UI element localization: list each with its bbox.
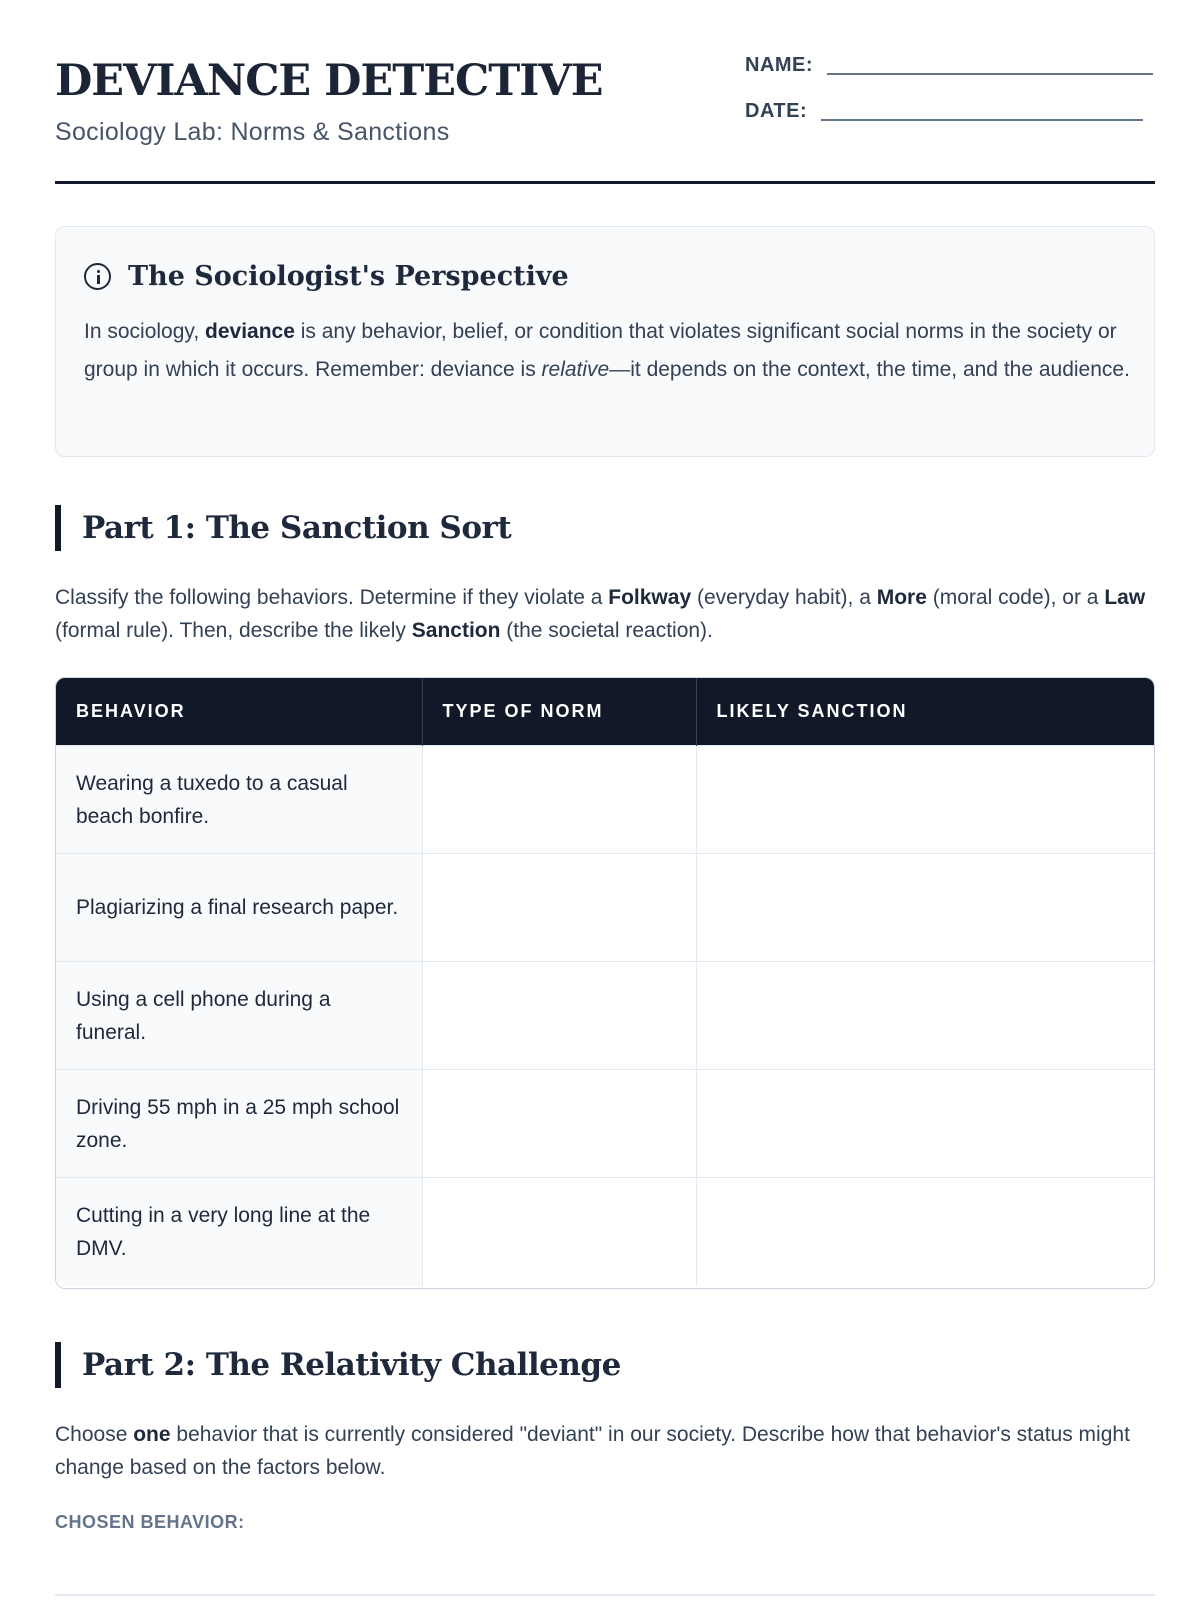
instruction-text: (moral code), or a — [926, 586, 1105, 609]
instruction-text: (everyday habit), a — [691, 586, 877, 609]
sanction-answer-cell[interactable] — [696, 1070, 1154, 1178]
behavior-cell: Cutting in a very long line at the DMV. — [56, 1178, 422, 1286]
callout-body — [84, 313, 1134, 389]
callout-text: —it depends on the context, the time, and the audience. — [609, 358, 1130, 381]
table-row — [56, 962, 1154, 1070]
name-label: NAME: — [745, 54, 814, 76]
norm-type-answer-cell[interactable] — [422, 746, 696, 854]
behavior-cell: Driving 55 mph in a 25 mph school zone. — [56, 1070, 422, 1178]
part1-title: Part 1: The Sanction Sort — [82, 510, 512, 546]
instruction-text: behavior that is currently considered "deviant" in our society. Describe how that behavior's status might change based on the factors below. — [55, 1423, 1130, 1479]
sanction-answer-cell[interactable] — [696, 1178, 1154, 1286]
table-header-row — [56, 678, 1154, 746]
column-header-norm-type: TYPE OF NORM — [422, 678, 696, 746]
name-field — [745, 54, 1153, 77]
term-law: Law — [1104, 586, 1146, 609]
callout-heading — [84, 261, 569, 292]
norm-type-answer-cell[interactable] — [422, 854, 696, 962]
table-row — [56, 854, 1154, 962]
chosen-behavior-label: CHOSEN BEHAVIOR: — [55, 1512, 245, 1532]
callout-term-relative: relative — [541, 358, 610, 381]
table-row — [56, 1178, 1154, 1286]
instruction-text: Classify the following behaviors. Determine if they violate a — [55, 586, 609, 609]
column-header-behavior: BEHAVIOR — [56, 678, 422, 746]
behavior-cell: Using a cell phone during a funeral. — [56, 962, 422, 1070]
norm-type-answer-cell[interactable] — [422, 1070, 696, 1178]
part2-title: Part 2: The Relativity Challenge — [82, 1347, 621, 1383]
instruction-text: Choose — [55, 1423, 134, 1446]
behavior-cell: Wearing a tuxedo to a casual beach bonfire. — [56, 746, 422, 854]
part2-instructions — [55, 1418, 1155, 1484]
sanction-sort-table — [55, 677, 1155, 1289]
term-folkway: Folkway — [608, 586, 692, 609]
date-blank-line[interactable] — [821, 119, 1143, 121]
callout-term-deviance: deviance — [205, 320, 295, 343]
sanction-answer-cell[interactable] — [696, 746, 1154, 854]
instruction-text: (the societal reaction). — [500, 619, 713, 642]
callout-text: is any behavior, belief, or condition that violates significant social norms in the society or group in which it occurs. Remember: deviance is — [84, 320, 1117, 381]
perspective-callout — [55, 226, 1155, 457]
part1-heading — [55, 505, 511, 551]
instruction-text: (formal rule). Then, describe the likely — [55, 619, 412, 642]
worksheet-title: DEVIANCE DETECTIVE — [55, 56, 603, 106]
section-accent-bar — [55, 505, 61, 551]
name-blank-line[interactable] — [827, 73, 1153, 75]
table-row — [56, 746, 1154, 854]
table-row — [56, 1070, 1154, 1178]
callout-title: The Sociologist's Perspective — [128, 261, 569, 292]
column-header-sanction: LIKELY SANCTION — [696, 678, 1154, 746]
worksheet-page — [55, 0, 1155, 1532]
term-sanction: Sanction — [411, 619, 501, 642]
worksheet-subtitle: Sociology Lab: Norms & Sanctions — [55, 118, 450, 146]
sanction-answer-cell[interactable] — [696, 854, 1154, 962]
date-label: DATE: — [745, 100, 808, 122]
term-one: one — [133, 1423, 171, 1446]
section-accent-bar — [55, 1342, 61, 1388]
sanction-answer-cell[interactable] — [696, 962, 1154, 1070]
behavior-cell: Plagiarizing a final research paper. — [56, 854, 422, 962]
norm-type-answer-cell[interactable] — [422, 962, 696, 1070]
callout-text: In sociology, — [84, 320, 206, 343]
part2-heading — [55, 1342, 621, 1388]
norm-type-answer-cell[interactable] — [422, 1178, 696, 1286]
info-icon — [84, 263, 111, 290]
chosen-behavior-answer-line[interactable] — [55, 1594, 1155, 1596]
header-divider — [55, 181, 1155, 184]
worksheet-header — [55, 0, 1155, 186]
term-more: More — [876, 586, 927, 609]
date-field — [745, 100, 1143, 123]
part1-instructions — [55, 581, 1155, 647]
